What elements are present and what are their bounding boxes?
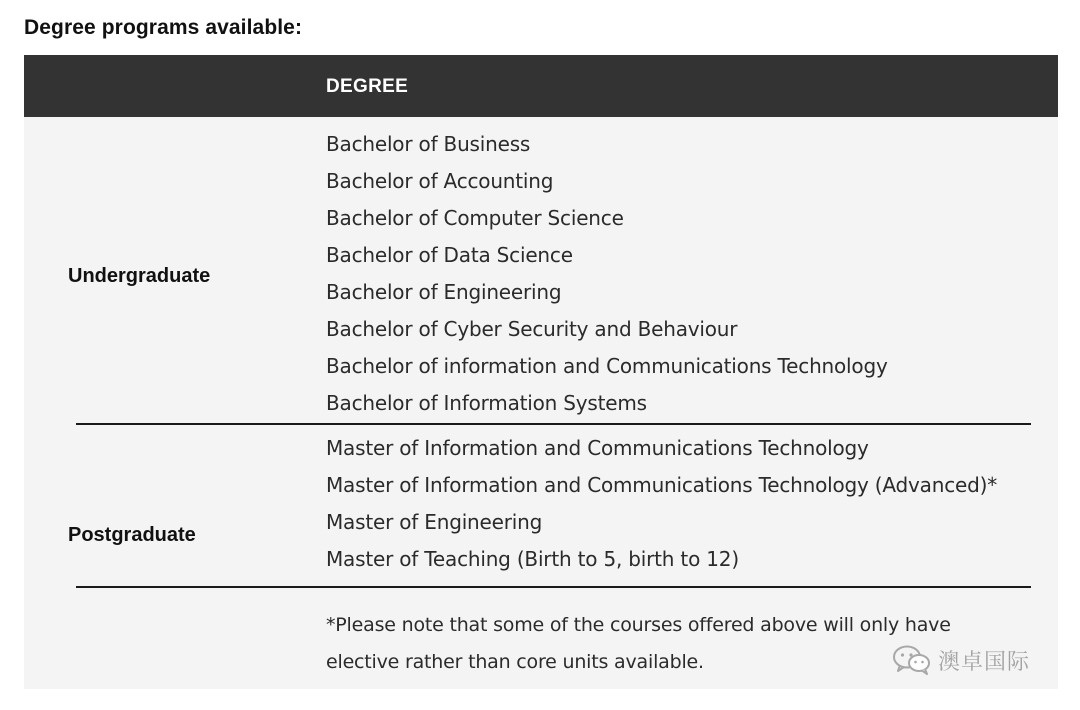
- program-item: Master of Engineering: [326, 510, 543, 534]
- program-item: Bachelor of Cyber Security and Behaviour: [326, 317, 738, 341]
- watermark: [892, 644, 1030, 676]
- program-item: Master of Teaching (Birth to 5, birth to 12): [326, 547, 739, 571]
- program-item: Bachelor of information and Communications Technology: [326, 354, 888, 378]
- footnote-line: elective rather than core units available.: [326, 651, 704, 673]
- table-header: [24, 55, 1058, 117]
- undergraduate-label: Undergraduate: [68, 265, 211, 287]
- program-item: Bachelor of Information Systems: [326, 391, 647, 415]
- program-item: Master of Information and Communications Technology (Advanced)*: [326, 473, 998, 497]
- watermark-text: 澳卓国际: [938, 649, 1031, 675]
- undergraduate-program-list: [326, 129, 888, 425]
- program-item: Bachelor of Computer Science: [326, 206, 624, 230]
- degree-column-header: DEGREE: [326, 76, 409, 97]
- program-item: Bachelor of Engineering: [326, 280, 562, 304]
- postgraduate-program-list: [326, 433, 997, 581]
- footnote-line: *Please note that some of the courses offered above will only have: [326, 614, 951, 636]
- program-item: Master of Information and Communications Technology: [326, 436, 869, 460]
- postgraduate-label: Postgraduate: [68, 524, 196, 546]
- row-divider: [76, 423, 1031, 425]
- program-item: Bachelor of Accounting: [326, 169, 554, 193]
- footnote: [326, 607, 966, 681]
- program-item: Bachelor of Data Science: [326, 243, 573, 267]
- degree-table: [24, 55, 1058, 689]
- wechat-icon: [892, 644, 932, 676]
- program-item: Bachelor of Business: [326, 132, 531, 156]
- row-divider: [76, 586, 1031, 588]
- page-title: Degree programs available:: [24, 16, 303, 39]
